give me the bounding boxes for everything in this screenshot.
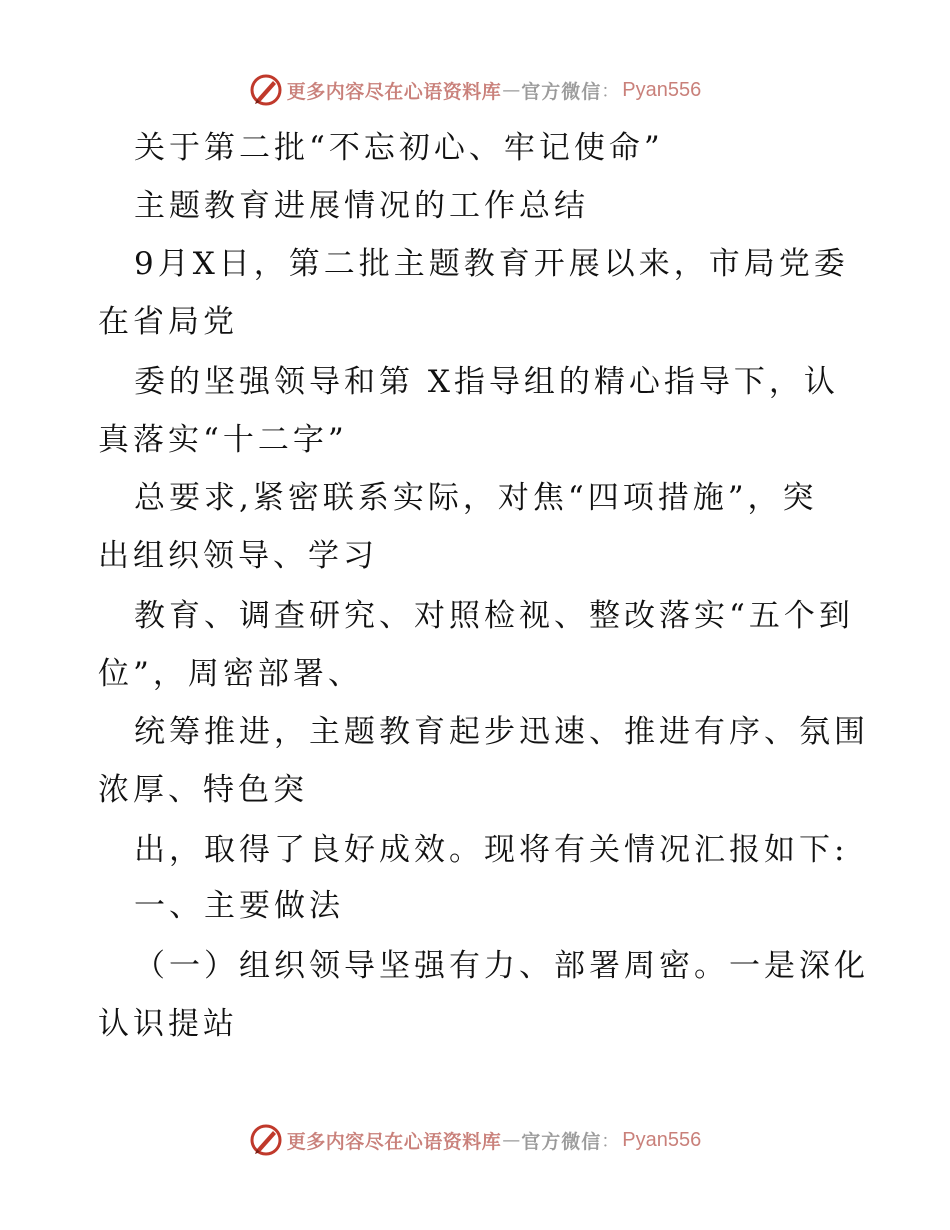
watermark-separator: — bbox=[502, 79, 521, 101]
document-line: 统筹推进，主题教育起步迅速、推进有序、氛围 bbox=[134, 714, 869, 750]
document-line: 在省局党 bbox=[98, 304, 238, 340]
watermark-wechat-label: 官方微信 bbox=[521, 1130, 602, 1153]
document-line: 位”，周密部署、 bbox=[98, 656, 363, 692]
document-line: 委的坚强领导和第 X指导组的精心指导下，认 bbox=[134, 364, 839, 400]
watermark-colon: ： bbox=[601, 81, 620, 102]
document-line: 出，取得了良好成效。现将有关情况汇报如下: bbox=[134, 832, 849, 868]
document-line: 真落实“十二字” bbox=[98, 422, 348, 458]
pen-logo-icon bbox=[249, 73, 283, 107]
document-title-line-1: 关于第二批“不忘初心、牢记使命” bbox=[134, 130, 664, 166]
document-line: 9月X日，第二批主题教育开展以来，市局党委 bbox=[134, 246, 849, 282]
document-line: 浓厚、特色突 bbox=[98, 772, 308, 808]
document-line: （一）组织领导坚强有力、部署周密。一是深化 bbox=[134, 948, 869, 984]
watermark-banner-top bbox=[0, 70, 950, 110]
watermark-wechat-id: Pyan556 bbox=[622, 78, 702, 101]
document-line: 教育、调查研究、对照检视、整改落实“五个到 bbox=[134, 598, 854, 634]
pen-logo-icon bbox=[249, 1123, 283, 1157]
watermark-colon: ： bbox=[601, 1131, 620, 1152]
section-heading: 一、主要做法 bbox=[134, 888, 344, 924]
watermark-wechat-id: Pyan556 bbox=[622, 1128, 702, 1151]
watermark-site-text: 更多内容尽在心语资料库 bbox=[286, 1130, 502, 1153]
watermark-site-text: 更多内容尽在心语资料库 bbox=[286, 80, 502, 103]
document-title-line-2: 主题教育进展情况的工作总结 bbox=[134, 188, 589, 224]
watermark-wechat-label: 官方微信 bbox=[521, 80, 602, 103]
document-line: 出组织领导、学习 bbox=[98, 538, 378, 574]
document-line: 总要求,紧密联系实际，对焦“四项措施”，突 bbox=[134, 480, 818, 516]
document-line: 认识提站 bbox=[98, 1006, 238, 1042]
watermark-separator: — bbox=[502, 1129, 521, 1151]
watermark-banner-bottom bbox=[0, 1120, 950, 1160]
